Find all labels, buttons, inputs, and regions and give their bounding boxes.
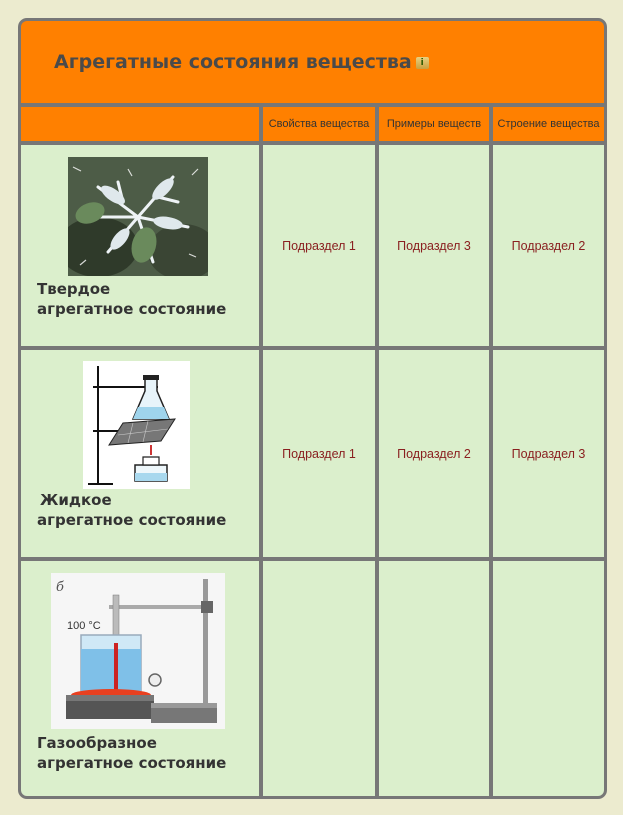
- empty-gas-structure: [493, 561, 604, 796]
- state-label-gas: [37, 733, 259, 773]
- state-subtitle: агрегатное состояние: [37, 754, 227, 772]
- empty-gas-properties: [263, 561, 375, 796]
- image-label-temperature: 100 °C: [67, 620, 101, 632]
- state-subtitle: агрегатное состояние: [37, 300, 227, 318]
- header-structure: Строение вещества: [493, 107, 604, 141]
- state-name: Твердое: [37, 280, 111, 298]
- info-icon[interactable]: i: [416, 57, 429, 69]
- state-name: Газообразное: [37, 734, 157, 752]
- state-label-liquid: [37, 490, 259, 530]
- flask-on-stand-illustration: [83, 361, 190, 489]
- link-liquid-properties[interactable]: Подраздел 1: [263, 350, 375, 557]
- image-label-b: б: [56, 580, 64, 595]
- frost-leaves-photo: [68, 157, 208, 276]
- title-bar: [21, 21, 604, 103]
- states-table: [18, 18, 607, 799]
- link-solid-properties[interactable]: Подраздел 1: [263, 145, 375, 346]
- state-subtitle: агрегатное состояние: [37, 511, 227, 529]
- page-title-text: Агрегатные состояния вещества: [54, 51, 412, 73]
- header-empty-cell: [21, 107, 259, 141]
- link-liquid-examples[interactable]: Подраздел 2: [379, 350, 489, 557]
- header-properties: Свойства вещества: [263, 107, 375, 141]
- boiling-beaker-photo: [51, 573, 225, 729]
- empty-gas-examples: [379, 561, 489, 796]
- link-liquid-structure[interactable]: Подраздел 3: [493, 350, 604, 557]
- state-name: Жидкое: [40, 491, 112, 509]
- link-solid-examples[interactable]: Подраздел 3: [379, 145, 489, 346]
- state-cell-solid: [21, 145, 259, 346]
- state-cell-liquid: [21, 350, 259, 557]
- header-examples: Примеры веществ: [379, 107, 489, 141]
- link-solid-structure[interactable]: Подраздел 2: [493, 145, 604, 346]
- state-label-solid: [37, 279, 259, 319]
- state-cell-gas: [21, 561, 259, 796]
- page-title: [54, 51, 429, 73]
